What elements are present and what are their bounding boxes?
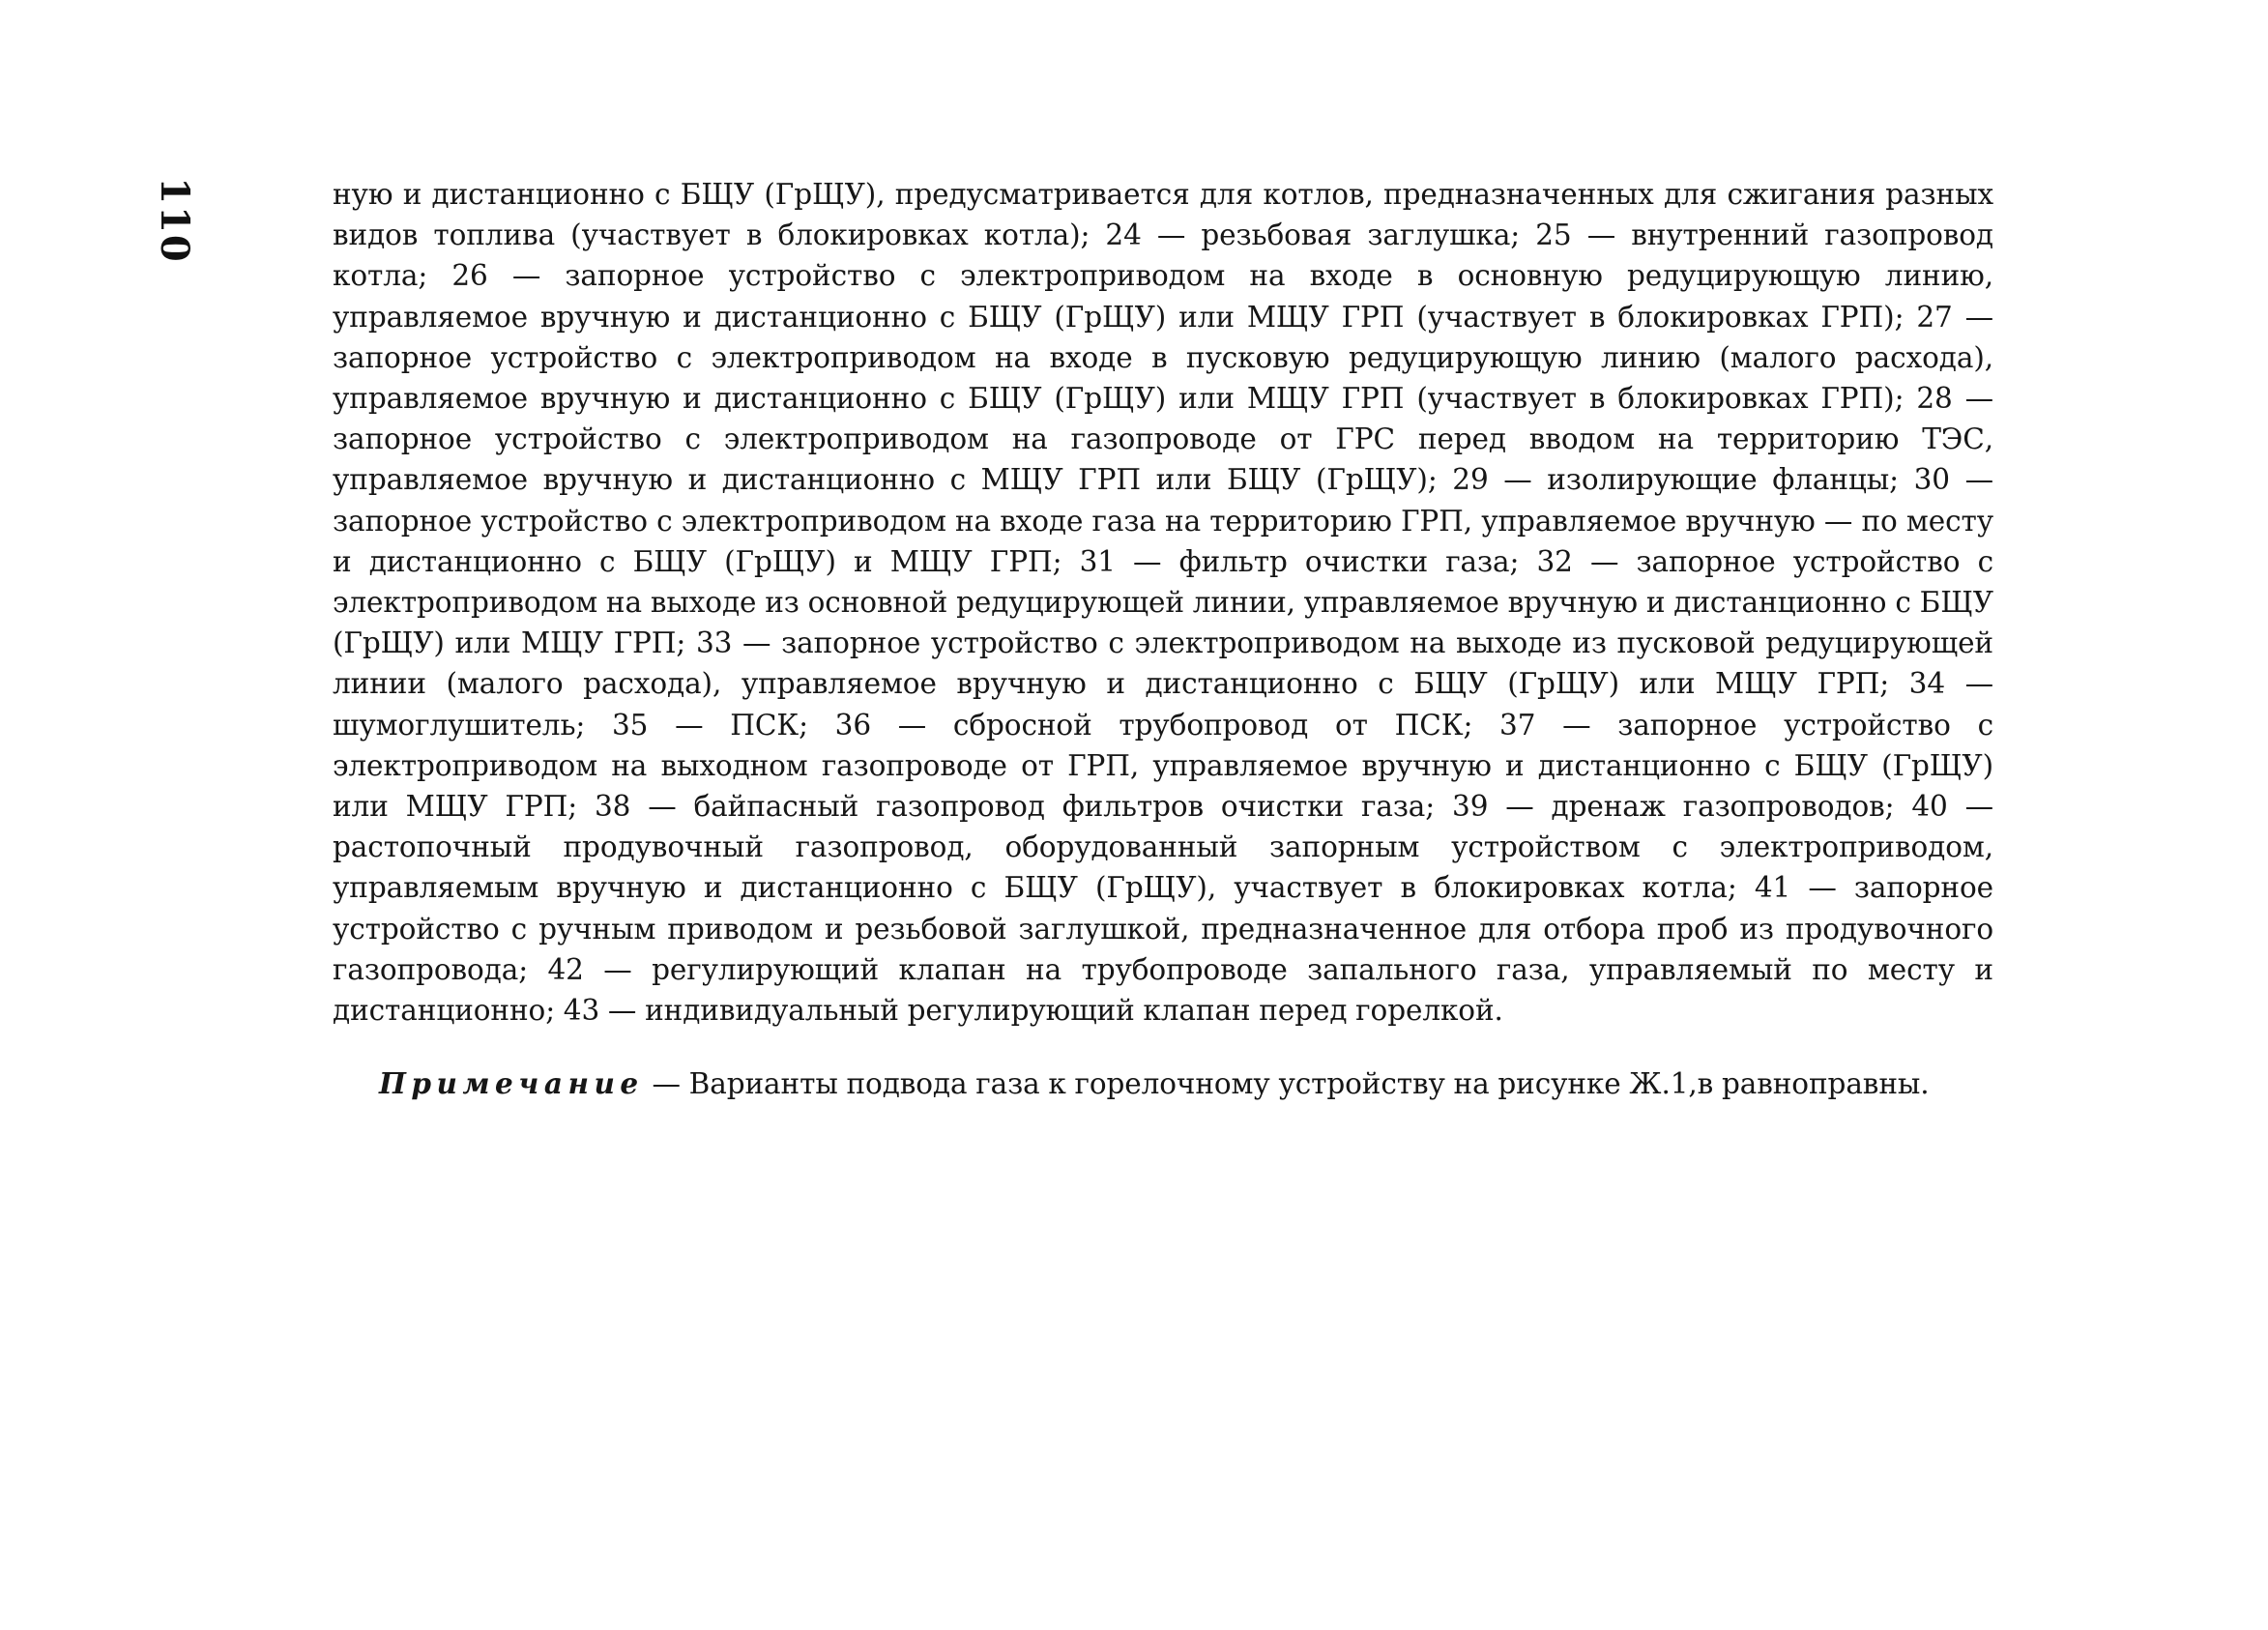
note-label: Примечание <box>379 1066 644 1101</box>
page-number-text: 110 <box>152 177 197 264</box>
page-number <box>152 177 197 264</box>
figure-legend-text: ную и дистанционно с БЩУ (ГрЩУ), предусматривается для котлов, предназначенных для сжигания разных видов топлива (участвует в блокировках котла); 24 — резьбовая заглушка; 25 — внутренний газопровод котла; 26 — запорное устройство с электроприводом на входе в основную редуцирующую линию, управляемое вручную и дистанционно с БЩУ (ГрЩУ) или МЩУ ГРП (участвует в блокировках ГРП); 27 — запорное устройство с электроприводом на входе в пусковую редуцирующую линию (малого расхода), управляемое вручную и дистанционно с БЩУ (ГрЩУ) или МЩУ ГРП (участвует в блокировках ГРП); 28 — запорное устройство с электроприводом на газопроводе от ГРС перед вводом на территорию ТЭС, управляемое вручную и дистанционно с МЩУ ГРП или БЩУ (ГрЩУ); 29 — изолирующие фланцы; 30 — запорное устройство с электроприводом на входе газа на территорию ГРП, управляемое вручную — по месту и дистанционно с БЩУ (ГрЩУ) и МЩУ ГРП; 31 — фильтр очистки газа; 32 — запорное устройство с электроприводом на выходе из основной редуцирующей линии, управляемое вручную и дистанционно с БЩУ (ГрЩУ) или МЩУ ГРП; 33 — запорное устройство с электроприводом на выходе из пусковой редуцирующей линии (малого расхода), управляемое вручную и дистанционно с БЩУ (ГрЩУ) или МЩУ ГРП; 34 —шумоглушитель; 35 — ПСК; 36 — сбросной трубопровод от ПСК; 37 — запорное устройство с электроприводом на выходном газопроводе от ГРП, управляемое вручную и дистанционно с БЩУ (ГрЩУ) или МЩУ ГРП; 38 — байпасный газопровод фильтров очистки газа; 39 — дренаж газопроводов; 40 — растопочный продувочный газопровод, оборудованный запорным устройством с электроприводом, управляемым вручную и дистанционно с БЩУ (ГрЩУ), участвует в блокировках котла; 41 — запорное устройство с ручным приводом и резьбовой заглушкой, предназначенное для отбора проб из продувочного газопровода; 42 — регулирующий клапан на трубопроводе запального газа, управляемый по месту и дистанционно; 43 — индивидуальный регулирующий клапан перед горелкой. <box>333 178 1993 1028</box>
note-paragraph <box>333 1065 1993 1102</box>
page-content <box>333 174 1993 1102</box>
note-text: — Варианты подвода газа к горелочному устройству на рисунке Ж.1,в равноправны. <box>643 1067 1930 1101</box>
